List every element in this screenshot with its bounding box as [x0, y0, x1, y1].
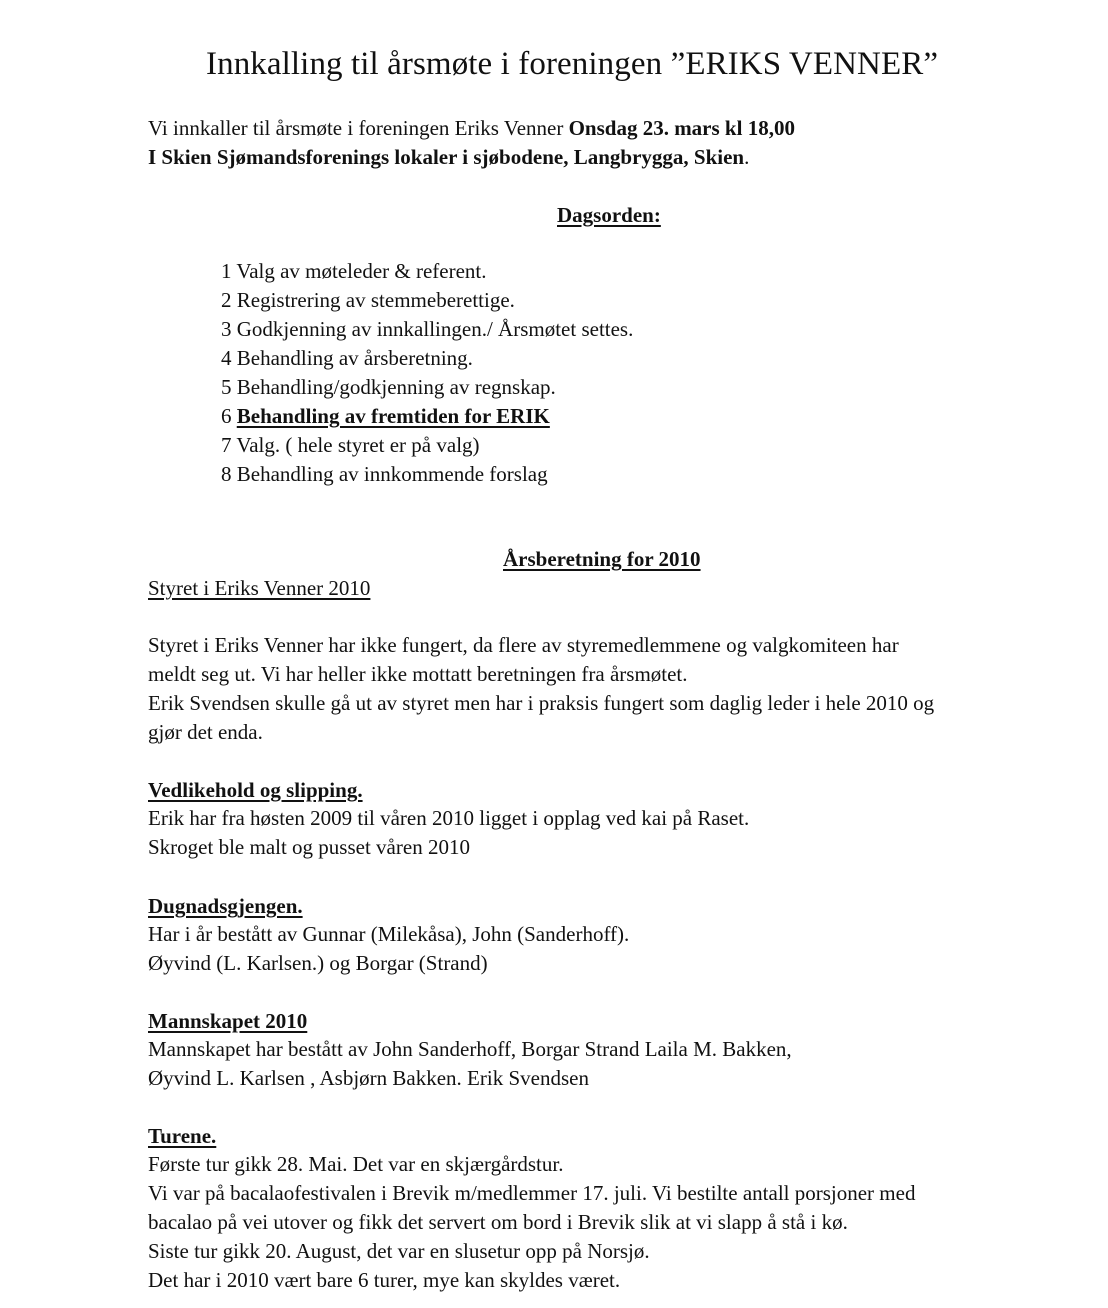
agenda-item: 4 Behandling av årsberetning.	[221, 346, 473, 370]
agenda-item-number: 6	[221, 404, 237, 428]
paragraph-line: Øyvind (L. Karlsen.) og Borgar (Strand)	[148, 951, 488, 975]
meeting-date-time: Onsdag 23. mars kl 18,00	[568, 116, 795, 140]
maintenance-heading: Vedlikehold og slipping.	[148, 778, 363, 802]
document-title: Innkalling til årsmøte i foreningen ”ERIKS VENNER”	[206, 46, 939, 82]
paragraph-line: Har i år bestått av Gunnar (Milekåsa), John (Sanderhoff).	[148, 922, 630, 946]
agenda-item: 8 Behandling av innkommende forslag	[221, 462, 548, 486]
trips-paragraph	[148, 1150, 915, 1295]
maintenance-paragraph	[148, 804, 749, 862]
trips-heading: Turene.	[148, 1124, 217, 1148]
board-heading: Styret i Eriks Venner 2010	[148, 576, 371, 600]
invitation-text: Vi innkaller til årsmøte i foreningen Eriks Venner	[148, 116, 569, 140]
invitation-line-2	[148, 143, 749, 172]
paragraph-line: Styret i Eriks Venner har ikke fungert, da flere av styremedlemmene og valgkomiteen har	[148, 633, 899, 657]
paragraph-line: Erik har fra høsten 2009 til våren 2010 ligget i opplag ved kai på Raset.	[148, 806, 750, 830]
paragraph-line: Øyvind L. Karlsen , Asbjørn Bakken. Erik Svendsen	[148, 1066, 589, 1090]
paragraph-line: gjør det enda.	[148, 720, 263, 744]
agenda-list	[221, 257, 633, 489]
paragraph-line: Vi var på bacalaofestivalen i Brevik m/medlemmer 17. juli. Vi bestilte antall porsjoner med	[148, 1181, 916, 1205]
meeting-location: I Skien Sjømandsforenings lokaler i sjøbodene, Langbrygga, Skien	[148, 145, 745, 169]
agenda-item-highlight	[221, 402, 633, 431]
agenda-item: 7 Valg. ( hele styret er på valg)	[221, 433, 480, 457]
crew-heading: Mannskapet 2010	[148, 1009, 308, 1033]
paragraph-line: bacalao på vei utover og fikk det servert om bord i Brevik slik at vi slapp å stå i kø.	[148, 1210, 848, 1234]
paragraph-line: Siste tur gikk 20. August, det var en slusetur opp på Norsjø.	[148, 1239, 650, 1263]
agenda-item: 5 Behandling/godkjenning av regnskap.	[221, 375, 556, 399]
paragraph-line: Erik Svendsen skulle gå ut av styret men har i praksis fungert som daglig leder i hele 2010 og	[148, 691, 935, 715]
invitation-line-1	[148, 114, 795, 143]
agenda-item: 3 Godkjenning av innkallingen./ Årsmøtet settes.	[221, 317, 634, 341]
paragraph-line: Skroget ble malt og pusset våren 2010	[148, 835, 470, 859]
paragraph-line: Det har i 2010 vært bare 6 turer, mye kan skyldes været.	[148, 1268, 621, 1292]
paragraph-line: Første tur gikk 28. Mai. Det var en skjærgårdstur.	[148, 1152, 564, 1176]
crew-paragraph	[148, 1035, 792, 1093]
paragraph-line: Mannskapet har bestått av John Sanderhoff, Borgar Strand Laila M. Bakken,	[148, 1037, 792, 1061]
agenda-item: 1 Valg av møteleder & referent.	[221, 259, 487, 283]
agenda-heading: Dagsorden:	[557, 203, 661, 227]
agenda-item: 2 Registrering av stemmeberettige.	[221, 288, 515, 312]
volunteers-heading: Dugnadsgjengen.	[148, 894, 303, 918]
report-heading: Årsberetning for 2010	[503, 547, 701, 571]
board-paragraph	[148, 631, 934, 747]
meeting-location-period: .	[744, 145, 750, 169]
paragraph-line: meldt seg ut. Vi har heller ikke mottatt beretningen fra årsmøtet.	[148, 662, 688, 686]
volunteers-paragraph	[148, 920, 629, 978]
agenda-item-highlight-text: Behandling av fremtiden for ERIK	[236, 404, 550, 428]
